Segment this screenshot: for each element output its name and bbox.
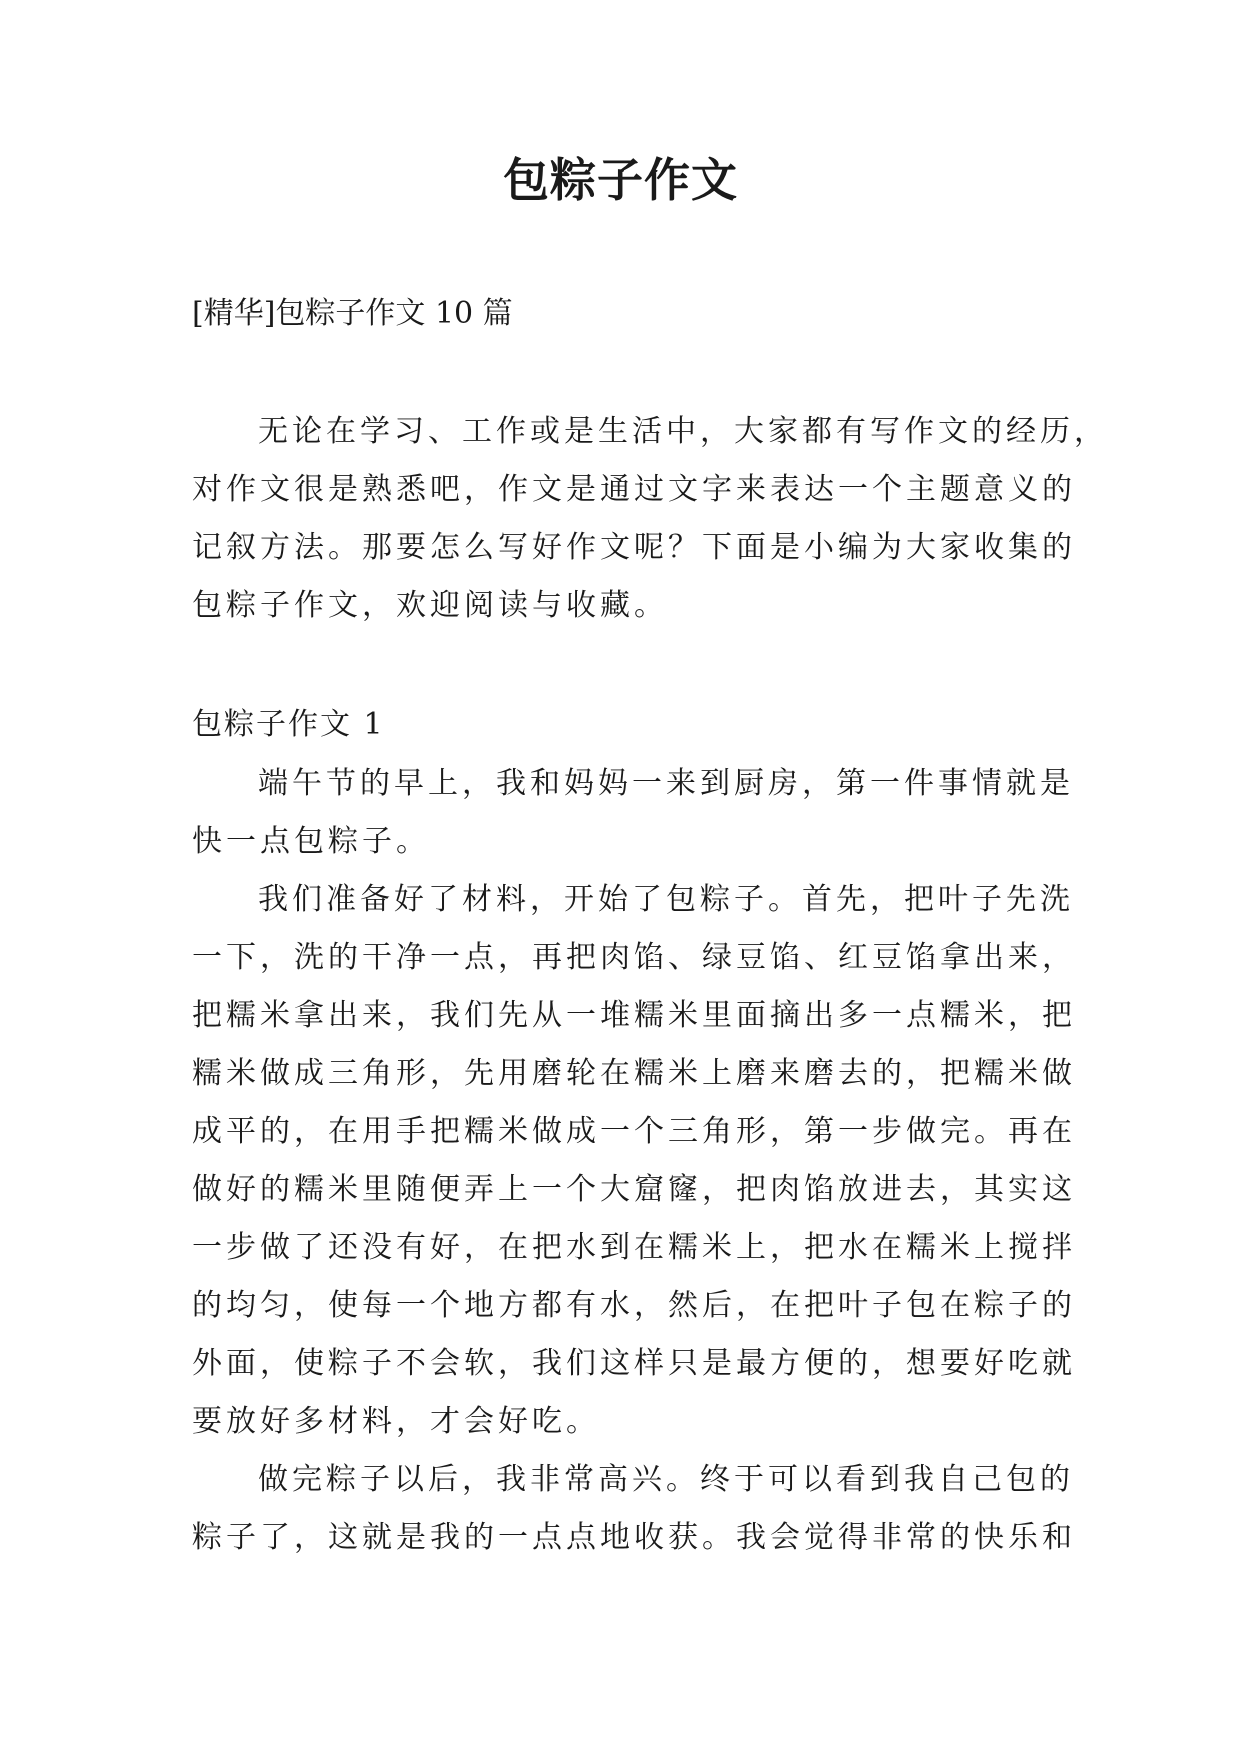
essay-line: 要放好多材料，才会好吃。 bbox=[192, 1404, 600, 1439]
intro-line: 记叙方法。那要怎么写好作文呢？下面是小编为大家收集的 bbox=[192, 530, 1076, 565]
essay-line: 糯米做成三角形，先用磨轮在糯米上磨来磨去的，把糯米做 bbox=[192, 1056, 1076, 1091]
intro-line: 包粽子作文，欢迎阅读与收藏。 bbox=[192, 588, 668, 623]
intro-line: 无论在学习、工作或是生活中，大家都有写作文的经历， bbox=[258, 414, 1108, 449]
essay-line: 粽子了，这就是我的一点点地收获。我会觉得非常的快乐和 bbox=[192, 1520, 1076, 1555]
essay-line: 一下，洗的干净一点，再把肉馅、绿豆馅、红豆馅拿出来， bbox=[192, 940, 1076, 975]
essay-line: 快一点包粽子。 bbox=[192, 824, 430, 859]
essay-body bbox=[192, 755, 1076, 1567]
essay-line: 外面，使粽子不会软，我们这样只是最方便的，想要好吃就 bbox=[192, 1346, 1076, 1381]
essay-line: 做好的糯米里随便弄上一个大窟窿，把肉馅放进去，其实这 bbox=[192, 1172, 1076, 1207]
section-heading: 包粽子作文 1 bbox=[192, 707, 385, 742]
essay-line: 端午节的早上，我和妈妈一来到厨房，第一件事情就是 bbox=[258, 766, 1074, 801]
essay-line: 的均匀，使每一个地方都有水，然后，在把叶子包在粽子的 bbox=[192, 1288, 1076, 1323]
essay-line: 做完粽子以后，我非常高兴。终于可以看到我自己包的 bbox=[258, 1462, 1074, 1497]
essay-line: 成平的，在用手把糯米做成一个三角形，第一步做完。再在 bbox=[192, 1114, 1076, 1149]
document-title: 包粽子作文 bbox=[503, 153, 738, 207]
essay-line: 我们准备好了材料，开始了包粽子。首先，把叶子先洗 bbox=[258, 882, 1074, 917]
essay-line: 把糯米拿出来，我们先从一堆糯米里面摘出多一点糯米，把 bbox=[192, 998, 1076, 1033]
document-subtitle: [精华]包粽子作文 10 篇 bbox=[192, 296, 513, 331]
intro-paragraph bbox=[192, 403, 1108, 635]
intro-line: 对作文很是熟悉吧，作文是通过文字来表达一个主题意义的 bbox=[192, 472, 1076, 507]
essay-line: 一步做了还没有好，在把水到在糯米上，把水在糯米上搅拌 bbox=[192, 1230, 1076, 1265]
